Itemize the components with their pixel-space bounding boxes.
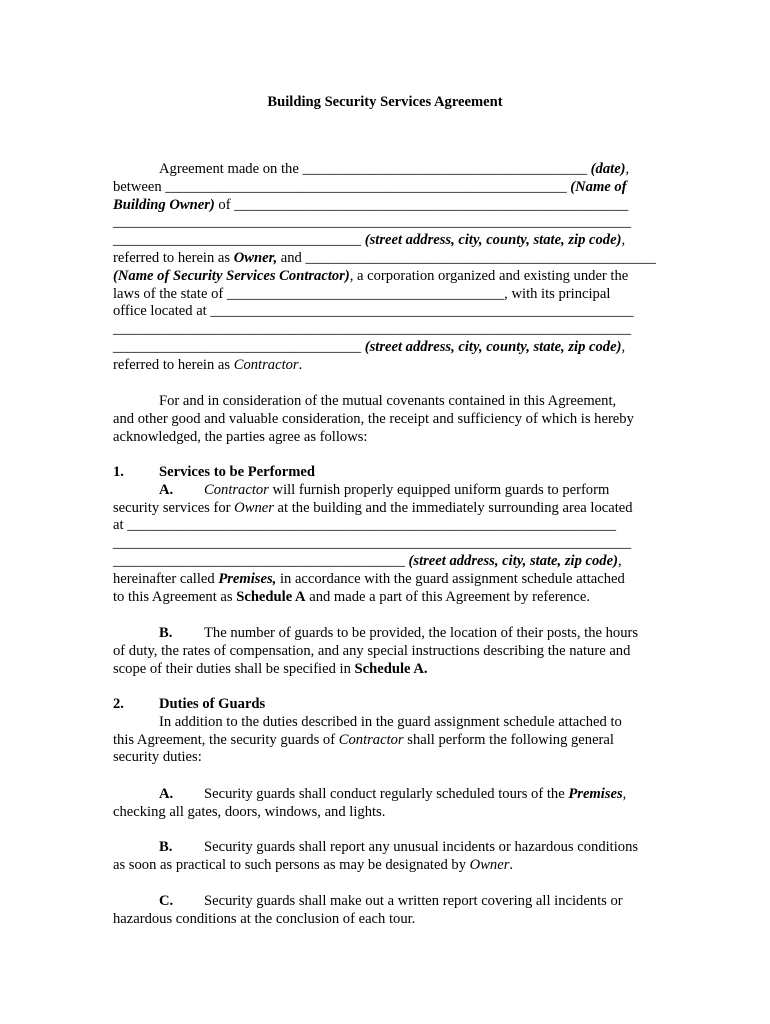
intro-line-4 <box>113 214 658 232</box>
text: and other good and valuable consideration, the receipt and sufficiency of which is hereby <box>113 410 634 427</box>
text: hereinafter called <box>113 570 219 587</box>
premises-term: Premises <box>568 786 623 802</box>
clause-b-line-2 <box>113 643 658 661</box>
clause-a-line-3 <box>113 517 658 535</box>
text: scope of their duties shall be specified in <box>113 660 355 677</box>
premises-term: Premises, <box>218 570 277 587</box>
clause-a-line-5 <box>113 553 658 571</box>
intro-line-2 <box>113 179 658 197</box>
text: office located at <box>113 303 211 320</box>
text: between <box>113 178 166 195</box>
section-heading <box>113 696 658 714</box>
text: , with its principal <box>504 285 611 302</box>
text: , a corporation organized and existing under the <box>349 267 629 284</box>
consideration-line-3 <box>113 429 658 447</box>
clause-b-line-1 <box>113 839 658 857</box>
consideration-paragraph <box>113 393 658 446</box>
clause-a-line-7 <box>113 589 658 607</box>
intro-line-1 <box>113 161 658 179</box>
text: acknowledged, the parties agree as follows: <box>113 428 368 445</box>
text: at <box>113 517 128 534</box>
clause-label: B. <box>159 625 173 641</box>
text: For and in consideration of the mutual covenants contained in this Agreement, <box>159 393 617 409</box>
clause-a-line-4 <box>113 535 658 553</box>
clause-a-line-2 <box>113 804 658 822</box>
text: hazardous conditions at the conclusion of each tour. <box>113 910 416 927</box>
premises-address-blank: ___________________________________________________________________ <box>127 517 617 534</box>
text: referred to herein as <box>113 249 234 266</box>
clause-label: A. <box>159 786 174 802</box>
office-address-blank: __________________________________ <box>113 338 362 355</box>
text: security services for <box>113 499 235 516</box>
address-hint: (street address, city, state, zip code) <box>404 552 618 569</box>
contractor-term: Contractor <box>233 356 299 373</box>
intro-line-11 <box>113 339 658 357</box>
text: at the building and the immediately surrounding area located <box>273 499 633 516</box>
text: and made a part of this Agreement by reference. <box>305 588 591 605</box>
owner-name-hint: (Name of <box>566 178 627 195</box>
owner-term: Owner <box>234 499 274 516</box>
text: will furnish properly equipped uniform guards to perform <box>268 481 610 498</box>
address-hint: (street address, city, county, state, zip code) <box>361 338 622 355</box>
consideration-line-1 <box>113 393 658 411</box>
office-address-blank: __________________________________________________________ <box>210 303 634 320</box>
text: In addition to the duties described in the guard assignment schedule attached to <box>159 713 622 730</box>
contractor-name-blank: ________________________________________________ <box>305 249 656 266</box>
owner-term: Owner <box>469 856 510 873</box>
address-hint: (street address, city, county, state, zip code) <box>361 232 622 249</box>
text: referred to herein as <box>113 356 234 373</box>
state-blank: ______________________________________ <box>226 285 505 302</box>
intro-line-12 <box>113 357 658 375</box>
text: . <box>509 856 514 873</box>
text: The number of guards to be provided, the location of their posts, the hours <box>204 625 639 641</box>
clause-b-line-1 <box>113 625 658 643</box>
date-blank: _______________________________________ <box>302 161 588 177</box>
text: Agreement made on the <box>159 161 303 177</box>
duties-line-1 <box>113 714 658 732</box>
intro-line-8 <box>113 286 658 304</box>
contractor-term: Contractor <box>338 731 404 748</box>
clause-b-line-3 <box>113 661 658 679</box>
intro-line-5 <box>113 232 658 250</box>
section-2-clause-a <box>113 786 658 822</box>
text: this Agreement, the security guards of <box>113 731 339 748</box>
contractor-term: Contractor <box>204 481 269 498</box>
premises-address-blank: _______________________________________________________________________ <box>113 535 632 552</box>
section-2-clause-b <box>113 839 658 875</box>
consideration-line-2 <box>113 411 658 429</box>
owner-name-hint: Building Owner) <box>113 196 215 213</box>
intro-line-6 <box>113 250 658 268</box>
clause-label: A. <box>159 481 174 498</box>
text: to this Agreement as <box>113 588 237 605</box>
text: of <box>214 196 235 213</box>
clause-label: C. <box>159 893 174 909</box>
contractor-name-hint: (Name of Security Services Contractor) <box>113 267 350 284</box>
date-hint: (date) <box>587 161 626 177</box>
text: in accordance with the guard assignment schedule attached <box>276 570 625 587</box>
text: , <box>621 232 626 249</box>
section-title: Services to be Performed <box>159 464 316 480</box>
section-title: Duties of Guards <box>159 696 266 712</box>
clause-a-line-1 <box>113 786 658 804</box>
text: laws of the state of <box>113 285 227 302</box>
section-2 <box>113 696 658 767</box>
text: security duties: <box>113 749 202 766</box>
section-number: 2. <box>113 696 124 712</box>
clause-label: B. <box>159 839 173 855</box>
owner-name-blank: _______________________________________________________ <box>165 178 567 195</box>
text: of duty, the rates of compensation, and any special instructions describing the nature and <box>113 642 631 659</box>
premises-address-blank: ________________________________________ <box>113 552 405 569</box>
text: , <box>625 161 630 177</box>
text: Security guards shall conduct regularly scheduled tours of the <box>204 786 569 802</box>
owner-address-blank: __________________________________ <box>113 232 362 249</box>
text: and <box>277 249 306 266</box>
office-address-blank: _______________________________________________________________________ <box>113 321 632 338</box>
section-1-clause-b <box>113 625 658 678</box>
owner-address-blank: ______________________________________________________ <box>234 196 629 213</box>
section-heading <box>113 464 658 482</box>
owner-term: Owner, <box>233 249 278 266</box>
duties-line-2 <box>113 732 658 750</box>
text: checking all gates, doors, windows, and lights. <box>113 803 386 820</box>
clause-a-line-2 <box>113 500 658 518</box>
clause-c-line-2 <box>113 911 658 929</box>
text: shall perform the following general <box>403 731 614 748</box>
duties-line-3 <box>113 749 658 767</box>
intro-line-9 <box>113 303 658 321</box>
text: as soon as practical to such persons as may be designated by <box>113 856 470 873</box>
text: . <box>298 356 303 373</box>
text: , <box>621 338 626 355</box>
clause-a-line-1 <box>113 482 658 500</box>
intro-line-3 <box>113 197 658 215</box>
document-title: Building Security Services Agreement <box>267 94 503 110</box>
schedule-term: Schedule A <box>236 588 306 605</box>
section-1 <box>113 464 658 606</box>
intro-line-7 <box>113 268 658 286</box>
intro-line-10 <box>113 321 658 339</box>
text: Security guards shall report any unusual incidents or hazardous conditions <box>204 839 639 855</box>
text: , <box>617 552 622 569</box>
text: Security guards shall make out a written report covering all incidents or <box>204 893 623 909</box>
clause-b-line-2 <box>113 857 658 875</box>
intro-paragraph <box>113 161 658 375</box>
owner-address-blank: _______________________________________________________________________ <box>113 214 632 231</box>
schedule-term: Schedule A. <box>354 660 428 677</box>
clause-a-line-6 <box>113 571 658 589</box>
clause-c-line-1 <box>113 893 658 911</box>
section-2-clause-c <box>113 893 658 929</box>
text: , <box>622 786 627 802</box>
section-number: 1. <box>113 464 124 480</box>
